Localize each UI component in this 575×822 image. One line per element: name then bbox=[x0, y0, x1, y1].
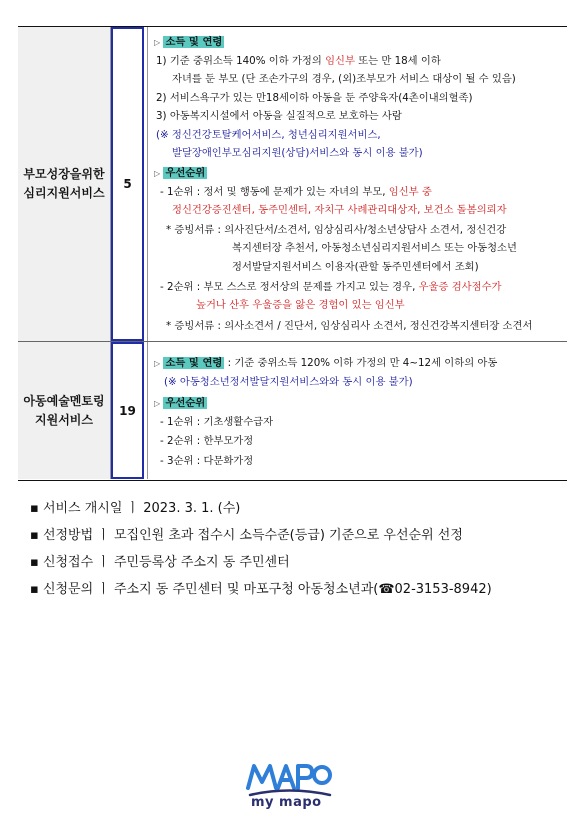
criteria-text: 자녀를 둔 부모 (단 조손가구의 경우, (외)조부모가 서비스 대상이 될 수 있음) bbox=[172, 73, 516, 85]
criteria-text: 1) 기준 중위소득 140% 이하 가정의 bbox=[156, 55, 326, 67]
evidence-text: 복지센터장 추천서, 아동청소년심리지원서비스 또는 아동청소년 bbox=[232, 242, 517, 254]
priority-highlight: 정신건강증진센터, 동주민센터, 자치구 사례관리대상자, 보건소 돌봄의뢰자 bbox=[172, 204, 507, 216]
section-heading: 우선순위 bbox=[165, 397, 206, 409]
evidence-text: * 증빙서류 : 의사진단서/소견서, 임상심리사/청소년상담사 소견서, 정신건강 bbox=[166, 224, 507, 236]
criteria-text: 3) 아동복지시설에서 아동을 실질적으로 보호하는 사람 bbox=[156, 110, 402, 122]
criteria-note: (※ 정신건강토탈케어서비스, 청년심리지원서비스, bbox=[156, 129, 381, 141]
evidence-text: * 증빙서류 : 의사소견서 / 진단서, 임상심리사 소견서, 정신건강복지센터장 소견서 bbox=[166, 320, 533, 332]
priority-highlight: 높거나 산후 우울증을 앓은 경험이 있는 임신부 bbox=[196, 299, 405, 311]
criteria-note: (※ 아동청소년정서발달지원서비스와와 동시 이용 불가) bbox=[164, 376, 413, 388]
triangle-bullet-icon: ▷ bbox=[154, 38, 161, 47]
section-heading: 소득 및 연령 bbox=[165, 36, 223, 48]
evidence-text: 정서발달지원서비스 이용자(관할 동주민센터에서 조회) bbox=[232, 261, 479, 273]
criteria-text: 2) 서비스욕구가 있는 만18세이하 아동을 둔 주양육자(4촌이내의혈족) bbox=[156, 92, 473, 104]
section-heading: 소득 및 연령 bbox=[165, 357, 223, 369]
service-criteria bbox=[147, 342, 567, 479]
criteria-text: 또는 만 18세 이하 bbox=[354, 55, 441, 67]
list-item: ▪ 선정방법 ㅣ 모집인원 초과 접수시 소득수준(등급) 기준으로 우선순위 선정 bbox=[30, 528, 463, 543]
triangle-bullet-icon: ▷ bbox=[154, 169, 161, 178]
service-name: 부모성장을위한 심리지원서비스 bbox=[18, 27, 111, 341]
priority-highlight: 임신부 중 bbox=[388, 186, 432, 198]
service-table bbox=[18, 26, 567, 481]
service-criteria bbox=[147, 27, 567, 341]
criteria-highlight: 임신부 bbox=[325, 55, 355, 67]
criteria-note: 발달장애인부모심리지원(상담)서비스와 동시 이용 불가) bbox=[172, 147, 423, 159]
list-item: ▪ 신청접수 ㅣ 주민등록상 주소지 동 주민센터 bbox=[30, 555, 290, 570]
logo-subtitle: my mapo bbox=[251, 795, 322, 810]
table-row bbox=[18, 27, 567, 342]
priority-text: - 2순위 : 부모 스스로 정서상의 문제를 가지고 있는 경우, bbox=[160, 281, 419, 293]
priority-text: - 3순위 : 다문화가정 bbox=[160, 455, 254, 467]
table-row bbox=[18, 342, 567, 479]
priority-highlight: 우울증 검사점수가 bbox=[418, 281, 502, 293]
recruit-count: 5 bbox=[111, 27, 144, 341]
triangle-bullet-icon: ▷ bbox=[154, 359, 161, 368]
priority-text: - 1순위 : 기초생활수급자 bbox=[160, 416, 274, 428]
priority-text: - 1순위 : 정서 및 행동에 문제가 있는 자녀의 부모, bbox=[160, 186, 389, 198]
triangle-bullet-icon: ▷ bbox=[154, 399, 161, 408]
priority-text: - 2순위 : 한부모가정 bbox=[160, 435, 254, 447]
service-name: 아동예술멘토링 지원서비스 bbox=[18, 342, 111, 479]
list-item: ▪ 서비스 개시일 ㅣ 2023. 3. 1. (수) bbox=[30, 501, 241, 516]
recruit-count: 19 bbox=[111, 342, 144, 479]
criteria-text: : 기준 중위소득 120% 이하 가정의 만 4~12세 이하의 아동 bbox=[224, 357, 498, 369]
section-heading: 우선순위 bbox=[165, 167, 206, 179]
list-item: ▪ 신청문의 ㅣ 주소지 동 주민센터 및 마포구청 아동청소년과(☎02-3153-8942) bbox=[30, 582, 492, 597]
